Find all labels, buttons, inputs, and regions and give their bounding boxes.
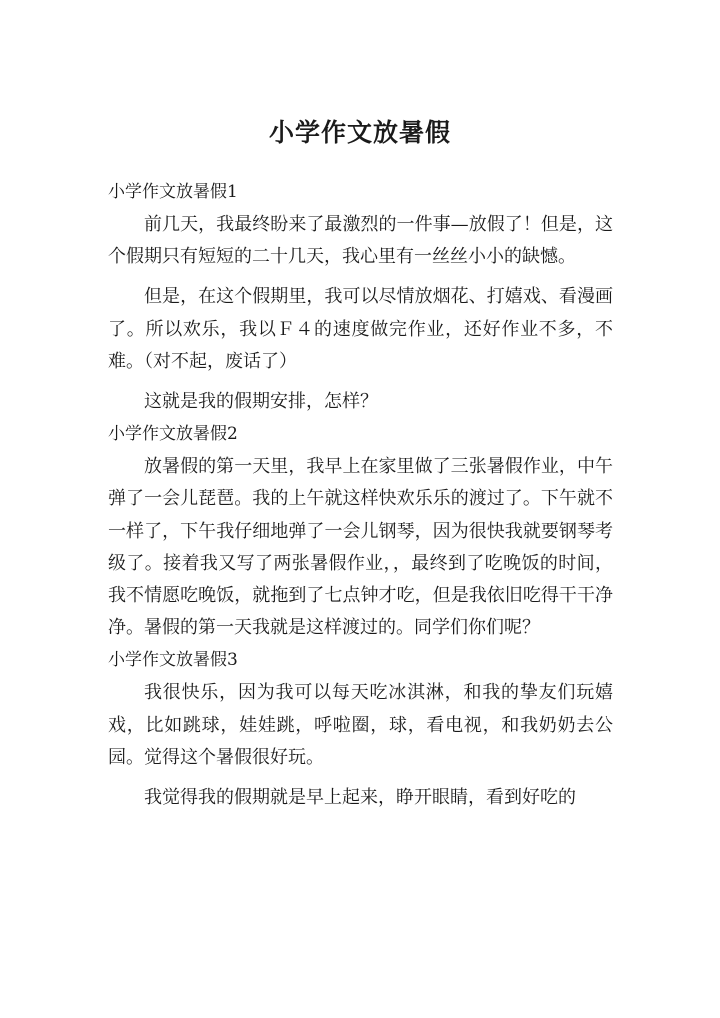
paragraph: 放暑假的第一天里，我早上在家里做了三张暑假作业，中午弹了一会儿琵琶。我的上午就这样快欢乐乐的渡过了。下午就不一样了，下午我仔细地弹了一会儿钢琴，因为很快我就要钢琴考级了。接着我又写了两张暑假作业，，最终到了吃晚饭的时间，我不情愿吃晚饭，就拖到了七点钟才吃，但是我依旧吃得干干净净。暑假的第一天我就是这样渡过的。同学们你们呢？ xyxy=(108,456,613,639)
paragraph: 前几天，我最终盼来了最激烈的一件事—放假了！但是，这个假期只有短短的二十几天，我心里有一丝丝小小的缺憾。 xyxy=(108,214,613,268)
paragraph: 我很快乐，因为我可以每天吃冰淇淋，和我的挚友们玩嬉戏，比如跳球，娃娃跳，呼啦圈，球，看电视，和我奶奶去公园。觉得这个暑假很好玩。 xyxy=(108,682,613,768)
section-heading: 小学作文放暑假2 xyxy=(108,424,238,445)
section-heading: 小学作文放暑假1 xyxy=(108,182,238,202)
section-heading: 小学作文放暑假3 xyxy=(108,650,238,671)
paragraph: 这就是我的假期安排，怎样？ xyxy=(144,391,378,413)
document-title: 小学作文放暑假 xyxy=(268,118,451,147)
paragraph: 但是，在这个假期里，我可以尽情放烟花、打嬉戏、看漫画了。所以欢乐，我以Ｆ４的速度做完作业，还好作业不多，不难。（对不起，废话了） xyxy=(108,286,613,372)
paragraph: 我觉得我的假期就是早上起来，睁开眼睛，看到好吃的 xyxy=(144,787,576,809)
document-body xyxy=(108,176,613,814)
